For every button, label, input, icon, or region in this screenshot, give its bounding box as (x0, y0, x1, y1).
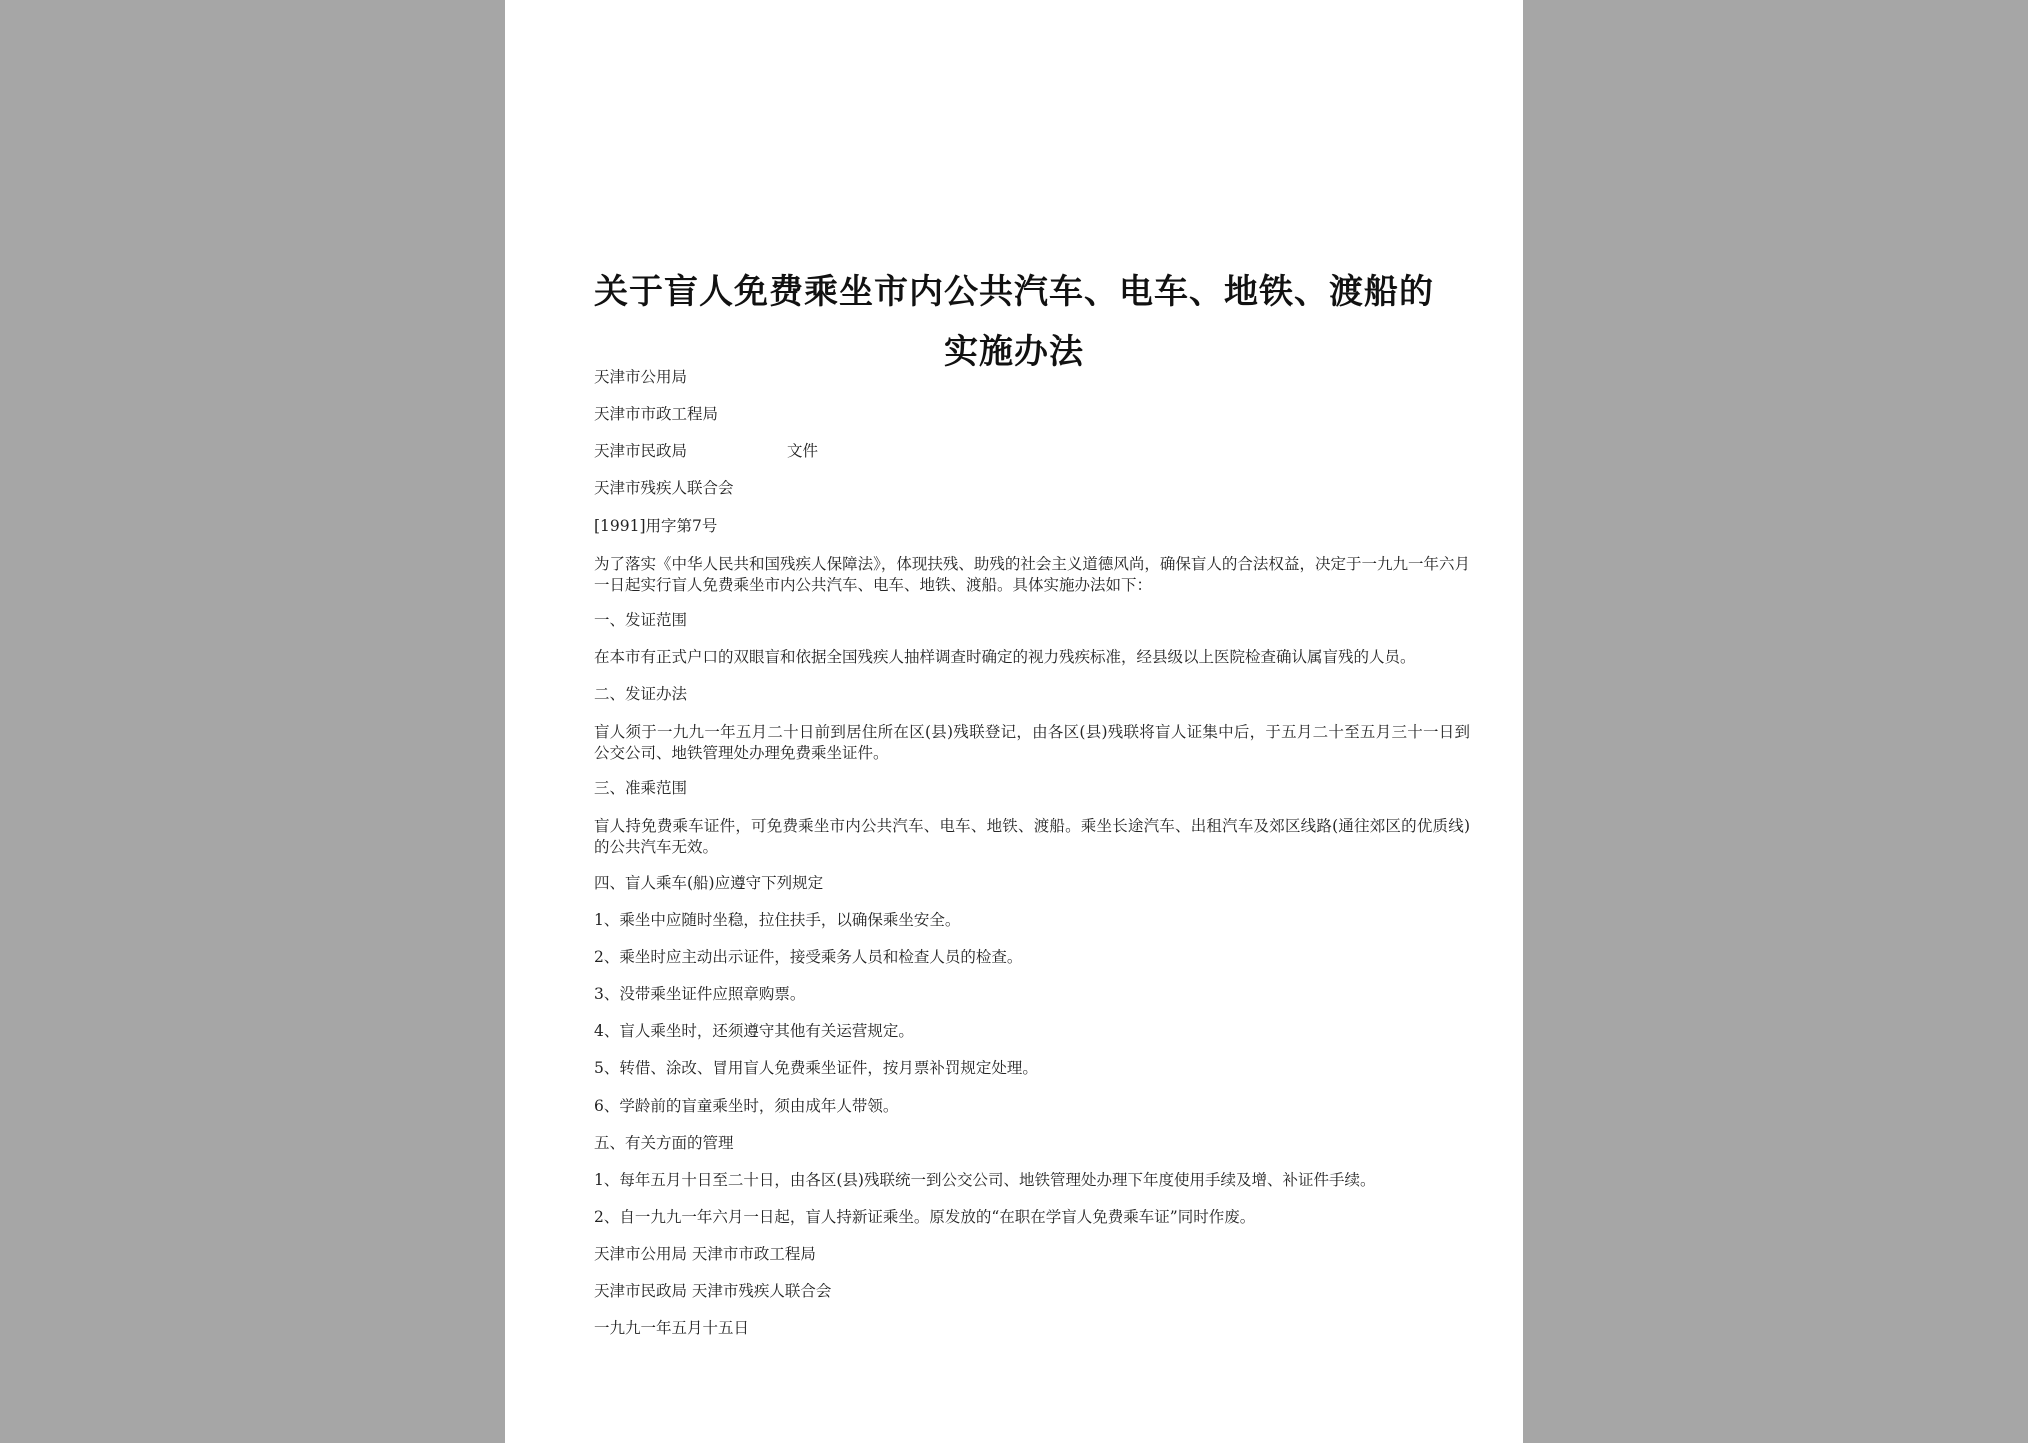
title-line-1: 关于盲人免费乘坐市内公共汽车、电车、地铁、渡船的 (594, 272, 1434, 312)
doc-number: [1991]用字第7号 (594, 517, 718, 535)
signature-line-1: 天津市公用局 天津市市政工程局 (594, 1245, 816, 1263)
document-date: 一九九一年五月十五日 (594, 1319, 750, 1337)
section-4-item-3: 3、没带乘坐证件应照章购票。 (594, 985, 806, 1003)
section-3-heading: 三、准乘范围 (594, 779, 688, 797)
document-page (505, 0, 1523, 1443)
section-2-heading: 二、发证办法 (594, 685, 688, 703)
doc-type: 文件 (787, 442, 819, 460)
section-4-item-1: 1、乘坐中应随时坐稳，拉住扶手，以确保乘坐安全。 (594, 911, 961, 929)
issuer-2: 天津市市政工程局 (594, 405, 719, 423)
section-4-item-6: 6、学龄前的盲童乘坐时，须由成年人带领。 (594, 1097, 899, 1115)
intro-paragraph: 为了落实《中华人民共和国残疾人保障法》，体现扶残、助残的社会主义道德风尚，确保盲人的合法权益，决定于一九九一年六月一日起实行盲人免费乘坐市内公共汽车、电车、地铁、渡船。具体实施办法如下： (594, 555, 1470, 594)
section-1-heading: 一、发证范围 (594, 611, 688, 629)
section-1-text: 在本市有正式户口的双眼盲和依据全国残疾人抽样调查时确定的视力残疾标准，经县级以上医院检查确认属盲残的人员。 (594, 648, 1416, 666)
section-4-heading: 四、盲人乘车(船)应遵守下列规定 (594, 874, 824, 892)
document-title (545, 262, 1483, 382)
issuer-4: 天津市残疾人联合会 (594, 479, 734, 497)
title-line-2: 实施办法 (944, 332, 1084, 372)
section-4-item-2: 2、乘坐时应主动出示证件，接受乘务人员和检查人员的检查。 (594, 948, 1023, 966)
section-5-item-2: 2、自一九九一年六月一日起，盲人持新证乘坐。原发放的“在职在学盲人免费乘车证”同时作废。 (594, 1208, 1256, 1226)
section-5-item-1: 1、每年五月十日至二十日，由各区(县)残联统一到公交公司、地铁管理处办理下年度使用手续及增、补证件手续。 (594, 1171, 1376, 1189)
signature-line-2: 天津市民政局 天津市残疾人联合会 (594, 1282, 832, 1300)
section-3-paragraph: 盲人持免费乘车证件，可免费乘坐市内公共汽车、电车、地铁、渡船。乘坐长途汽车、出租汽车及郊区线路(通往郊区的优质线)的公共汽车无效。 (594, 817, 1470, 856)
section-4-item-5: 5、转借、涂改、冒用盲人免费乘坐证件，按月票补罚规定处理。 (594, 1059, 1038, 1077)
issuer-3: 天津市民政局 (594, 442, 688, 460)
section-4-item-4: 4、盲人乘坐时，还须遵守其他有关运营规定。 (594, 1022, 914, 1040)
section-2-paragraph: 盲人须于一九九一年五月二十日前到居住所在区(县)残联登记，由各区(县)残联将盲人证集中后，于五月二十至五月三十一日到公交公司、地铁管理处办理免费乘坐证件。 (594, 723, 1470, 762)
issuer-1: 天津市公用局 (594, 368, 688, 386)
section-5-heading: 五、有关方面的管理 (594, 1134, 734, 1152)
